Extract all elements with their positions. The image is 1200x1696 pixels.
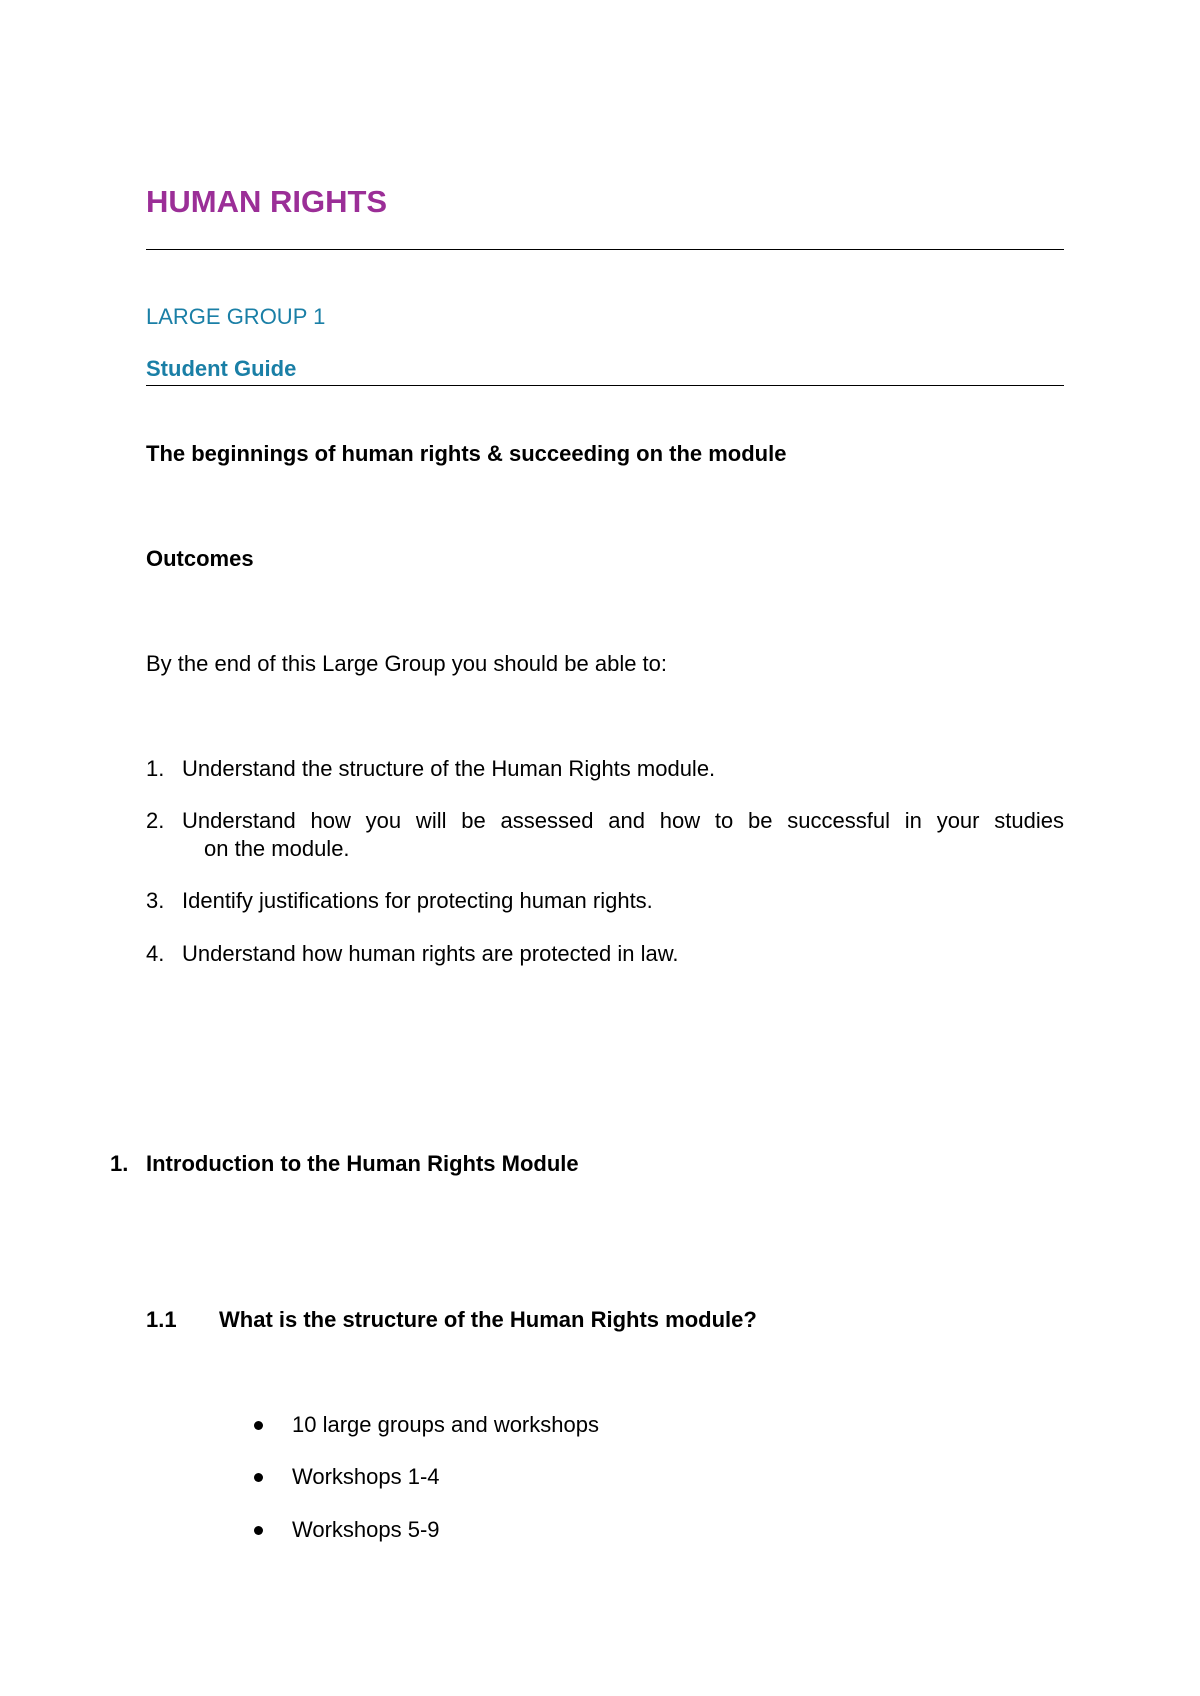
outcome-number: 3. bbox=[146, 888, 165, 913]
outcome-text: Understand how you will be assessed and how to be successful in your studies bbox=[182, 808, 1064, 833]
outcome-text: Understand the structure of the Human Rights module. bbox=[182, 756, 716, 781]
outcome-number: 4. bbox=[146, 941, 165, 966]
bullet-dot bbox=[254, 1473, 263, 1482]
outcome-text: Identify justifications for protecting human rights. bbox=[182, 888, 653, 913]
outcomes-intro: By the end of this Large Group you should be able to: bbox=[146, 651, 668, 676]
outcomes-heading: Outcomes bbox=[146, 546, 254, 571]
bullet-text: Workshops 5-9 bbox=[292, 1517, 440, 1542]
document-title: HUMAN RIGHTS bbox=[146, 184, 388, 219]
subsection-number: 1.1 bbox=[146, 1307, 177, 1332]
document-subtitle: The beginnings of human rights & succeeding on the module bbox=[146, 441, 787, 466]
outcome-text: Understand how human rights are protected in law. bbox=[182, 941, 679, 966]
guide-divider bbox=[146, 385, 1064, 386]
bullet-dot bbox=[254, 1526, 263, 1535]
outcome-number: 2. bbox=[146, 808, 165, 833]
bullet-dot bbox=[254, 1421, 263, 1430]
outcome-text-continuation: on the module. bbox=[204, 836, 350, 861]
bullet-text: 10 large groups and workshops bbox=[292, 1412, 599, 1437]
title-divider bbox=[146, 249, 1064, 250]
bullet-text: Workshops 1-4 bbox=[292, 1464, 440, 1489]
section-number: 1. bbox=[110, 1151, 129, 1176]
section-title: Introduction to the Human Rights Module bbox=[146, 1151, 579, 1176]
student-guide-label: Student Guide bbox=[146, 356, 297, 381]
outcome-number: 1. bbox=[146, 756, 165, 781]
subsection-title: What is the structure of the Human Rights module? bbox=[219, 1307, 757, 1332]
large-group-label: LARGE GROUP 1 bbox=[146, 304, 326, 329]
